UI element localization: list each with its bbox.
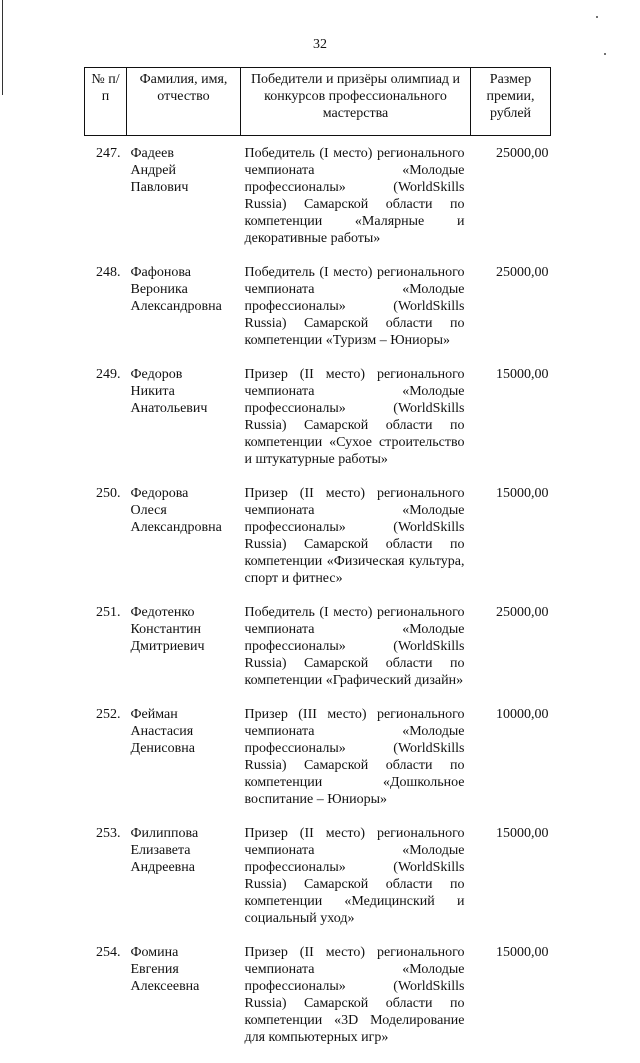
table-body <box>85 136 551 1063</box>
scan-speck <box>596 16 598 18</box>
award-amount: 15000,00 <box>471 825 551 944</box>
award-description: Победитель (I место) регионального чемпионата «Молодые профессионалы» (WorldSkills Russia) Самарской области по компетенции «Малярные и декоративные работы» <box>241 136 471 265</box>
header-number: № п/п <box>85 68 127 136</box>
table-row <box>85 604 551 706</box>
table-row <box>85 264 551 366</box>
recipient-surname: Фейман <box>131 706 241 723</box>
recipient-surname: Фомина <box>131 944 241 961</box>
table-row <box>85 825 551 944</box>
row-number: 248. <box>85 264 127 366</box>
award-description: Призер (II место) регионального чемпионата «Молодые профессионалы» (WorldSkills Russia) Самарской области по компетенции «3D Моделирование для компьютерных игр» <box>241 944 471 1063</box>
recipient-first-name: Олеся <box>131 502 241 519</box>
recipient-first-name: Евгения <box>131 961 241 978</box>
row-number: 247. <box>85 136 127 265</box>
row-number: 254. <box>85 944 127 1063</box>
recipient-patronymic: Денисовна <box>131 740 241 757</box>
header-name: Фамилия, имя, отчество <box>127 68 241 136</box>
recipient-name <box>127 136 241 265</box>
table-header <box>85 68 551 136</box>
award-description: Победитель (I место) регионального чемпионата «Молодые профессионалы» (WorldSkills Russia) Самарской области по компетенции «Туризм – Юниоры» <box>241 264 471 366</box>
table-row <box>85 485 551 604</box>
table-row <box>85 944 551 1063</box>
recipient-patronymic: Дмитриевич <box>131 638 241 655</box>
row-number: 249. <box>85 366 127 485</box>
award-amount: 25000,00 <box>471 604 551 706</box>
recipient-surname: Федотенко <box>131 604 241 621</box>
recipient-name <box>127 825 241 944</box>
header-amount: Размер премии, рублей <box>471 68 551 136</box>
awards-table <box>84 67 551 1063</box>
recipient-first-name: Вероника <box>131 281 241 298</box>
recipient-first-name: Анастасия <box>131 723 241 740</box>
recipient-patronymic: Александровна <box>131 519 241 536</box>
row-number: 253. <box>85 825 127 944</box>
recipient-patronymic: Анатольевич <box>131 400 241 417</box>
recipient-patronymic: Александровна <box>131 298 241 315</box>
recipient-name <box>127 944 241 1063</box>
recipient-first-name: Елизавета <box>131 842 241 859</box>
award-amount: 25000,00 <box>471 264 551 366</box>
table-row <box>85 366 551 485</box>
recipient-patronymic: Алексеевна <box>131 978 241 995</box>
recipient-patronymic: Андреевна <box>131 859 241 876</box>
recipient-surname: Филиппова <box>131 825 241 842</box>
award-description: Победитель (I место) регионального чемпионата «Молодые профессионалы» (WorldSkills Russia) Самарской области по компетенции «Графический дизайн» <box>241 604 471 706</box>
award-description: Призер (II место) регионального чемпионата «Молодые профессионалы» (WorldSkills Russia) Самарской области по компетенции «Медицинский и социальный уход» <box>241 825 471 944</box>
page-number: 32 <box>0 37 640 53</box>
recipient-surname: Фафонова <box>131 264 241 281</box>
recipient-name <box>127 604 241 706</box>
recipient-name <box>127 264 241 366</box>
recipient-first-name: Константин <box>131 621 241 638</box>
award-description: Призер (II место) регионального чемпионата «Молодые профессионалы» (WorldSkills Russia) Самарской области по компетенции «Сухое строительство и штукатурные работы» <box>241 366 471 485</box>
header-description: Победители и призёры олимпиад и конкурсов профессионального мастерства <box>241 68 471 136</box>
award-description: Призер (III место) регионального чемпионата «Молодые профессионалы» (WorldSkills Russia) Самарской области по компетенции «Дошкольное воспитание – Юниоры» <box>241 706 471 825</box>
award-amount: 15000,00 <box>471 944 551 1063</box>
recipient-name <box>127 706 241 825</box>
award-amount: 15000,00 <box>471 366 551 485</box>
award-amount: 15000,00 <box>471 485 551 604</box>
recipient-name <box>127 485 241 604</box>
recipient-name <box>127 366 241 485</box>
scan-speck <box>604 53 606 55</box>
recipient-surname: Федорова <box>131 485 241 502</box>
row-number: 251. <box>85 604 127 706</box>
row-number: 250. <box>85 485 127 604</box>
row-number: 252. <box>85 706 127 825</box>
table-row <box>85 706 551 825</box>
recipient-surname: Фадеев <box>131 145 241 162</box>
recipient-first-name: Никита <box>131 383 241 400</box>
recipient-first-name: Андрей <box>131 162 241 179</box>
award-amount: 25000,00 <box>471 136 551 265</box>
award-description: Призер (II место) регионального чемпионата «Молодые профессионалы» (WorldSkills Russia) Самарской области по компетенции «Физическая культура, спорт и фитнес» <box>241 485 471 604</box>
table-row <box>85 136 551 265</box>
award-amount: 10000,00 <box>471 706 551 825</box>
recipient-patronymic: Павлович <box>131 179 241 196</box>
recipient-surname: Федоров <box>131 366 241 383</box>
